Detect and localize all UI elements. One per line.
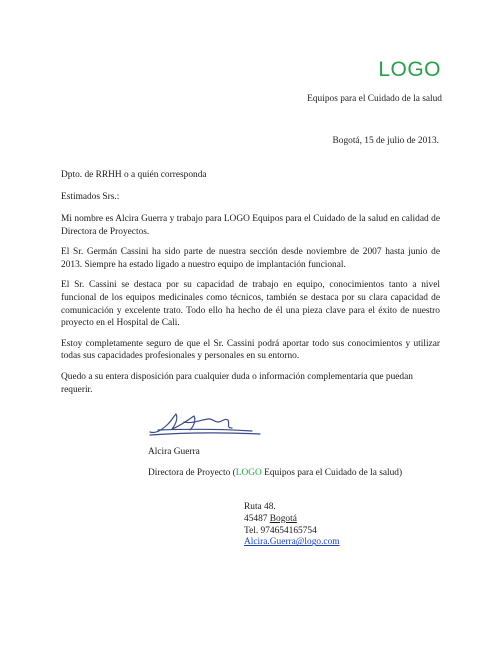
address-postal-line [244, 514, 340, 526]
paragraph: El Sr. Cassini se destaca por su capacidad de trabajo en equipo, conocimientos tanto a nivel funcional de los equipos medicinales como técnicos, también se destaca por su clara capacidad de comunicación y excelente trato. Todo ello ha hecho de él una pieza clave para el éxito de nuestro proyecto en el Hospital de Cali. [61, 280, 440, 329]
address-phone: Tel. 974654165754 [244, 525, 317, 536]
address-postal: 45487 [244, 513, 270, 524]
paragraph: El Sr. Germán Cassini ha sido parte de nuestra sección desde noviembre de 2007 hasta junio de 2013. Siempre ha estado ligado a nuestro equipo de implantación funcional. [61, 247, 440, 270]
address-city: Bogotá [269, 513, 297, 524]
logo: LOGO [378, 58, 441, 81]
signer-role-suffix: Equipos para el Cuidado de la salud) [261, 468, 403, 478]
signer-role-prefix: Directora de Proyecto ( [148, 468, 236, 478]
handwritten-signature [148, 410, 264, 438]
signer-name: Alcira Guerra [148, 447, 200, 457]
email-link[interactable]: Alcira.Guerra@logo.com [244, 537, 340, 548]
company-name: Equipos para el Cuidado de la salud [307, 94, 442, 104]
letter-body [61, 213, 440, 404]
paragraph: Quedo a su entera disposición para cualquier duda o información complementaria que puedan requerir. [61, 371, 413, 395]
recipient-line: Dpto. de RRHH o a quién corresponda [61, 170, 207, 180]
paragraph: Mi nombre es Alcira Guerra y trabajo para LOGO Equipos para el Cuidado de la salud en calidad de Directora de Proyectos. [61, 214, 440, 237]
signer-role-logo: LOGO [235, 468, 262, 478]
signer-role [148, 468, 402, 478]
salutation: Estimados Srs.: [61, 192, 120, 202]
address-street: Ruta 48. [244, 502, 276, 512]
address-block [244, 502, 340, 549]
letter-date: Bogotá, 15 de julio de 2013. [332, 136, 439, 146]
paragraph: Estoy completamente seguro de que el Sr. Cassini podrá aportar todo sus conocimientos y utilizar todas sus capacidades profesionales y personales en su entorno. [61, 338, 440, 362]
